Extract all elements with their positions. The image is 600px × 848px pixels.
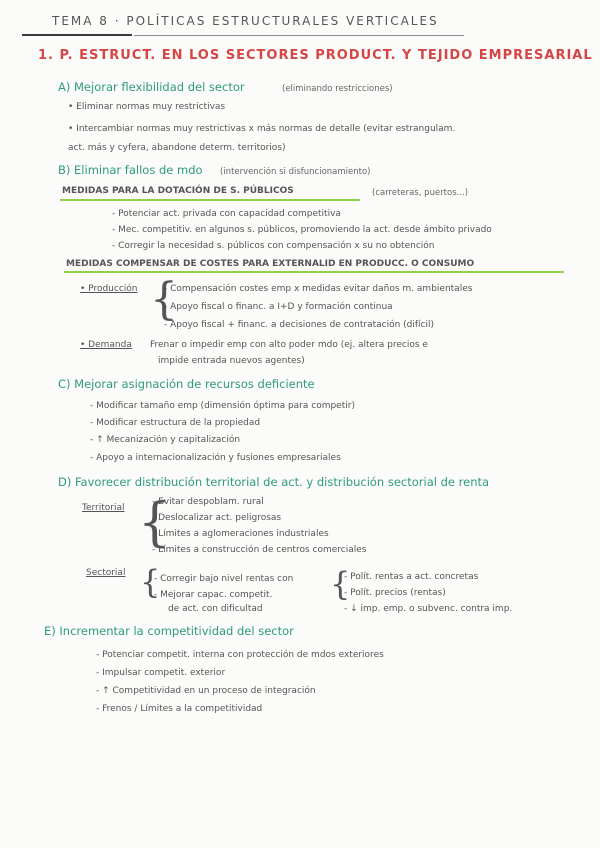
production-item: - Apoyo fiscal + financ. a decisiones de contratación (difícil) [164,320,435,330]
production-label: • Producción [80,284,138,294]
section-e-item: - Potenciar competit. interna con protección de mdos exteriores [96,650,384,660]
territorial-item: - Límites a construcción de centros comerciales [152,545,367,555]
sectorial-right-item: - Polít. precios (rentas) [344,588,446,598]
sectorial-left-item: - Corregir bajo nivel rentas con [154,574,294,584]
section-a-note: (eliminando restricciones) [282,84,393,94]
sectorial-left-item: de act. con dificultad [168,604,263,614]
territorial-item: - Deslocalizar act. peligrosas [152,513,282,523]
production-item: - Compensación costes emp x medidas evitar daños m. ambientales [164,284,473,294]
header-underline-secondary [134,35,464,36]
section-e-heading: E) Incrementar la competitividad del sector [44,624,294,638]
brace-icon: { [150,274,178,325]
section-a-heading: A) Mejorar flexibilidad del sector [58,80,245,94]
section-c-item: - Modificar estructura de la propiedad [90,418,261,428]
territorial-item: - Límites a aglomeraciones industriales [152,529,329,539]
brace-icon: { [138,493,172,553]
brace-icon: { [140,563,161,601]
production-item: - Apoyo fiscal o financ. a I+D y formación continua [164,302,393,312]
section-b-measure: - Potenciar act. privada con capacidad competitiva [112,209,341,219]
section-b-measures-note: (carreteras, puertos...) [372,188,469,198]
section-b-comp-label: MEDIDAS COMPENSAR DE COSTES PARA EXTERNALID EN PRODUCC. O CONSUMO [66,259,475,269]
section-b-note: (intervención si disfuncionamiento) [220,167,371,177]
section-b-measure: - Corregir la necesidad s. públicos con compensación x su no obtención [112,241,435,251]
section-b-measure: - Mec. competitiv. en algunos s. públicos, promoviendo la act. desde ámbito privado [112,225,492,235]
sectorial-label: Sectorial [86,568,126,578]
highlight-underline [64,271,564,273]
header-underline [22,34,132,36]
main-title: 1. P. ESTRUCT. EN LOS SECTORES PRODUCT. Y TEJIDO EMPRESARIAL [38,48,593,63]
section-c-heading: C) Mejorar asignación de recursos deficiente [58,377,315,391]
highlight-underline [60,199,360,201]
page-header [22,12,582,36]
section-e-item: - ↑ Competitividad en un proceso de integración [96,686,316,696]
section-c-item: - ↑ Mecanización y capitalización [90,435,241,445]
sectorial-left-item: - Mejorar capac. competit. [154,590,273,600]
section-a-item: act. más y cyfera, abandone determ. territorios) [68,143,286,153]
section-d-heading: D) Favorecer distribución territorial de act. y distribución sectorial de renta [58,475,490,489]
territorial-item: - Evitar despoblam. rural [152,497,264,507]
demand-text: Frenar o impedir emp con alto poder mdo (ej. altera precios e [150,340,428,350]
sectorial-right-item: - Polít. rentas a act. concretas [344,572,479,582]
section-a-item: • Intercambiar normas muy restrictivas x más normas de detalle (evitar estrangulam. [68,124,456,134]
brace-icon: { [330,565,351,603]
section-a-item: • Eliminar normas muy restrictivas [68,102,226,112]
sectorial-right-item: - ↓ imp. emp. o subvenc. contra imp. [344,604,513,614]
demand-text: impide entrada nuevos agentes) [158,356,305,366]
demand-label: • Demanda [80,340,132,350]
section-c-item: - Modificar tamaño emp (dimensión óptima para competir) [90,401,355,411]
section-b-heading: B) Eliminar fallos de mdo [58,163,203,177]
section-c-item: - Apoyo a internacionalización y fusiones empresariales [90,453,341,463]
section-b-measures-label: MEDIDAS PARA LA DOTACIÓN DE S. PÚBLICOS [62,186,294,196]
territorial-label: Territorial [82,503,125,513]
section-e-item: - Impulsar competit. exterior [96,668,226,678]
section-e-item: - Frenos / Límites a la competitividad [96,704,263,714]
page-header-title: TEMA 8 · POLÍTICAS ESTRUCTURALES VERTICALES [52,14,439,28]
